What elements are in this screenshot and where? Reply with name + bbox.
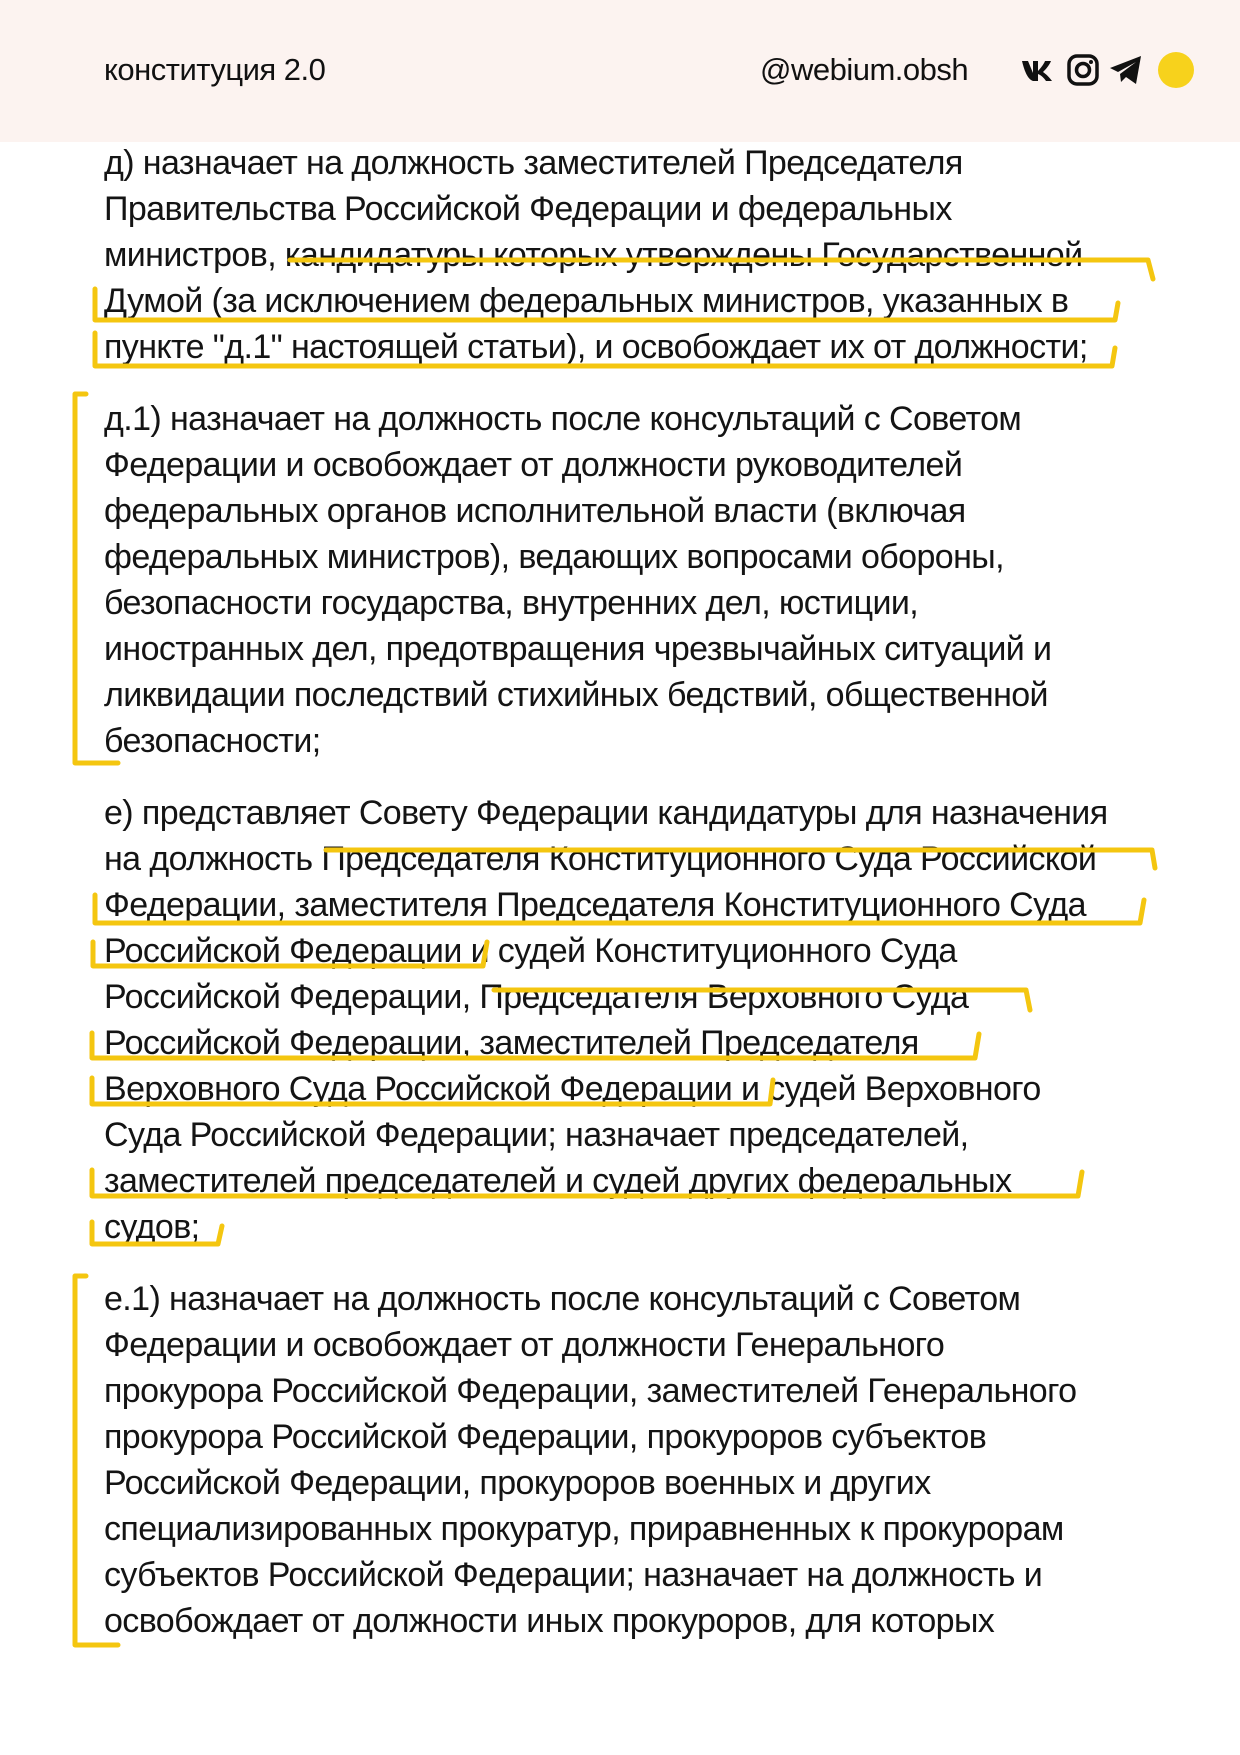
text-line: Думой (за исключением федеральных министров, указанных в bbox=[104, 282, 1069, 320]
text-line: Федерации и освобождает от должности руководителей bbox=[104, 446, 963, 484]
text-line: безопасности; bbox=[104, 722, 321, 760]
text-line: Суда Российской Федерации; назначает председателей, bbox=[104, 1116, 969, 1154]
text-line: д.1) назначает на должность после консультаций с Советом bbox=[104, 400, 1022, 438]
text-line: Российской Федерации и судей Конституционного Суда bbox=[104, 932, 957, 970]
text-line: освобождает от должности иных прокуроров, для которых bbox=[104, 1602, 995, 1640]
highlight-mark bbox=[93, 942, 487, 966]
text-line: безопасности государства, внутренних дел, юстиции, bbox=[104, 584, 919, 622]
highlight-mark bbox=[326, 850, 1155, 868]
text-line: субъектов Российской Федерации; назначает на должность и bbox=[104, 1556, 1043, 1594]
text-line: прокурора Российской Федерации, прокуроров субъектов bbox=[104, 1418, 987, 1456]
text-line: Российской Федерации, прокуроров военных и других bbox=[104, 1464, 931, 1502]
account-handle[interactable]: @webium.obsh bbox=[760, 52, 969, 87]
text-line: министров, кандидатуры которых утверждены Государственной bbox=[104, 236, 1083, 274]
highlight-mark bbox=[95, 895, 1144, 923]
text-line: Верховного Суда Российской Федерации и судей Верховного bbox=[104, 1070, 1041, 1108]
text-line: заместителей председателей и судей других федеральных bbox=[104, 1162, 1012, 1200]
text-line: ликвидации последствий стихийных бедствий, общественной bbox=[104, 676, 1048, 714]
text-line: Российской Федерации, заместителей Председателя bbox=[104, 1024, 919, 1062]
bracket-mark bbox=[75, 1276, 118, 1645]
highlight-mark bbox=[494, 990, 1030, 1010]
text-line: федеральных министров), ведающих вопросами обороны, bbox=[104, 538, 1004, 576]
text-line: е) представляет Совету Федерации кандидатуры для назначения bbox=[104, 794, 1108, 832]
highlight-mark bbox=[92, 1078, 773, 1104]
brand-title: конституция 2.0 bbox=[104, 52, 326, 87]
text-line: специализированных прокуратур, приравненных к прокурорам bbox=[104, 1510, 1064, 1548]
highlight-mark bbox=[95, 289, 1118, 320]
text-line: Российской Федерации, Председателя Верховного Суда bbox=[104, 978, 969, 1016]
text-line: на должность Председателя Конституционного Суда Российской bbox=[104, 840, 1097, 878]
text-line: е.1) назначает на должность после консультаций с Советом bbox=[104, 1280, 1021, 1318]
text-line: иностранных дел, предотвращения чрезвычайных ситуаций и bbox=[104, 630, 1052, 668]
highlight-mark bbox=[95, 333, 1115, 366]
text-line: судов; bbox=[104, 1208, 200, 1246]
text-line: д) назначает на должность заместителей Председателя bbox=[104, 144, 963, 182]
text-line: Федерации и освобождает от должности Генерального bbox=[104, 1326, 945, 1364]
text-line: Федерации, заместителя Председателя Конституционного Суда bbox=[104, 886, 1086, 924]
bracket-mark bbox=[75, 394, 118, 763]
text-line: Правительства Российской Федерации и федеральных bbox=[104, 190, 952, 228]
highlight-mark bbox=[92, 1170, 1082, 1196]
highlight-mark bbox=[92, 1222, 222, 1244]
text-line: прокурора Российской Федерации, заместителей Генерального bbox=[104, 1372, 1077, 1410]
highlight-mark bbox=[290, 260, 1153, 279]
text-line: федеральных органов исполнительной власти (включая bbox=[104, 492, 966, 530]
highlight-mark bbox=[92, 1033, 979, 1058]
text-line: пункте "д.1" настоящей статьи), и освобождает их от должности; bbox=[104, 328, 1088, 366]
